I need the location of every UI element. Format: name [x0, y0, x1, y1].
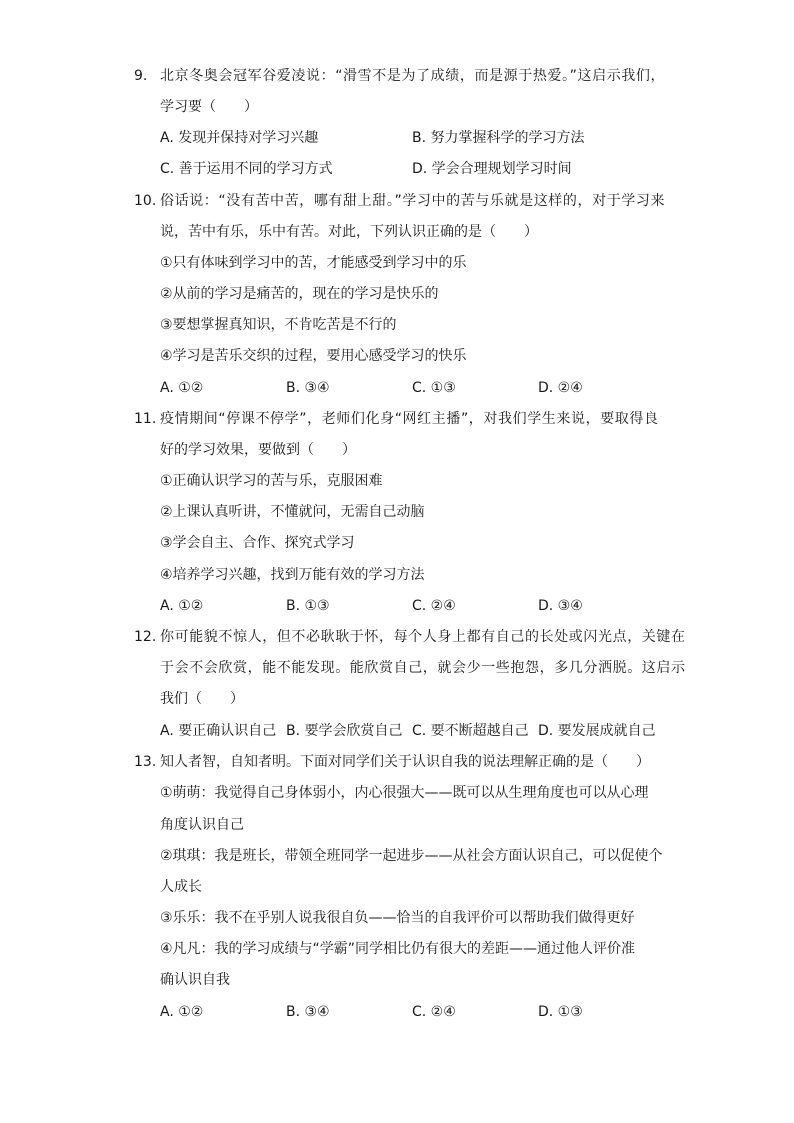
question-stem-line: 我们（ ） [160, 691, 244, 707]
statement-3: ③乐乐：我不在乎别人说我很自负——恰当的自我评价可以帮助我们做得更好 [160, 910, 635, 926]
statement-1: ①正确认识学习的苦与乐，克服困难 [160, 473, 383, 489]
option-a[interactable]: A. ①② [160, 1004, 204, 1020]
option-a[interactable]: A. 发现并保持对学习兴趣 [160, 130, 319, 146]
question-number: 12. [134, 629, 157, 645]
question-stem-line: 知人者智，自知者明。下面对同学们关于认识自我的说法理解正确的是（ ） [160, 754, 650, 770]
option-d[interactable]: D. ②④ [538, 380, 583, 396]
statement-3: ③学会自主、合作、探究式学习 [160, 535, 355, 551]
option-a[interactable]: A. ①② [160, 598, 204, 614]
statement-2: ②琪琪：我是班长，带领全班同学一起进步——从社会方面认识自己，可以促使个 [160, 848, 663, 864]
statement-3: ③要想掌握真知识，不肯吃苦是不行的 [160, 317, 397, 333]
statement-1: ①只有体味到学习中的苦，才能感受到学习中的乐 [160, 255, 467, 271]
question-stem-line: 好的学习效果，要做到（ ） [160, 442, 356, 458]
question-stem-line: 学习要（ ） [160, 99, 258, 115]
option-b[interactable]: B. ③④ [286, 1004, 330, 1020]
question-number: 11. [134, 411, 157, 427]
statement-4: ④学习是苦乐交织的过程，要用心感受学习的快乐 [160, 348, 467, 364]
question-stem-line: 于会不会欣赏，能不能发现。能欣赏自己，就会少一些抱怨，多几分洒脱。这启示 [160, 660, 686, 676]
question-stem-line: 疫情期间“停课不停学”，老师们化身“网红主播”，对我们学生来说，要取得良 [160, 411, 659, 427]
statement-4: ④凡凡：我的学习成绩与“学霸”同学相比仍有很大的差距——通过他人评价准 [160, 941, 636, 957]
option-b[interactable]: B. 要学会欣赏自己 [286, 723, 403, 739]
question-number: 13. [134, 754, 157, 770]
option-c[interactable]: C. ②④ [412, 598, 456, 614]
question-stem-line: 说，苦中有乐，乐中有苦。对此，下列认识正确的是（ ） [160, 224, 538, 240]
option-b[interactable]: B. ①③ [286, 598, 330, 614]
option-c[interactable]: C. ①③ [412, 380, 456, 396]
statement-1: ①萌萌：我觉得自己身体弱小，内心很强大——既可以从生理角度也可以从心理 [160, 785, 649, 801]
option-b[interactable]: B. ③④ [286, 380, 330, 396]
statement-4: ④培养学习兴趣，找到万能有效的学习方法 [160, 567, 425, 583]
statement-2: ②从前的学习是痛苦的，现在的学习是快乐的 [160, 286, 439, 302]
option-d[interactable]: D. ③④ [538, 598, 583, 614]
question-stem-line: 俗话说：“没有苦中苦，哪有甜上甜。”学习中的苦与乐就是这样的，对于学习来 [160, 193, 666, 209]
option-d[interactable]: D. 学会合理规划学习时间 [412, 161, 572, 177]
option-a[interactable]: A. ①② [160, 380, 204, 396]
option-b[interactable]: B. 努力掌握科学的学习方法 [412, 130, 585, 146]
statement-4-continued: 确认识自我 [160, 972, 230, 988]
option-d[interactable]: D. ①③ [538, 1004, 583, 1020]
option-c[interactable]: C. 善于运用不同的学习方式 [160, 161, 333, 177]
statement-2-continued: 人成长 [160, 879, 202, 895]
question-stem-line: 北京冬奥会冠军谷爱凌说：“滑雪不是为了成绩，而是源于热爱。”这启示我们， [160, 68, 666, 84]
question-number: 9. [134, 68, 148, 84]
option-a[interactable]: A. 要正确认识自己 [160, 723, 277, 739]
statement-2: ②上课认真听讲，不懂就问，无需自己动脑 [160, 504, 425, 520]
option-d[interactable]: D. 要发展成就自己 [538, 723, 656, 739]
question-number: 10. [134, 193, 157, 209]
option-c[interactable]: C. 要不断超越自己 [412, 723, 529, 739]
option-c[interactable]: C. ②④ [412, 1004, 456, 1020]
question-stem-line: 你可能貌不惊人，但不必耿耿于怀，每个人身上都有自己的长处或闪光点，关键在 [160, 629, 686, 645]
statement-1-continued: 角度认识自己 [160, 817, 244, 833]
